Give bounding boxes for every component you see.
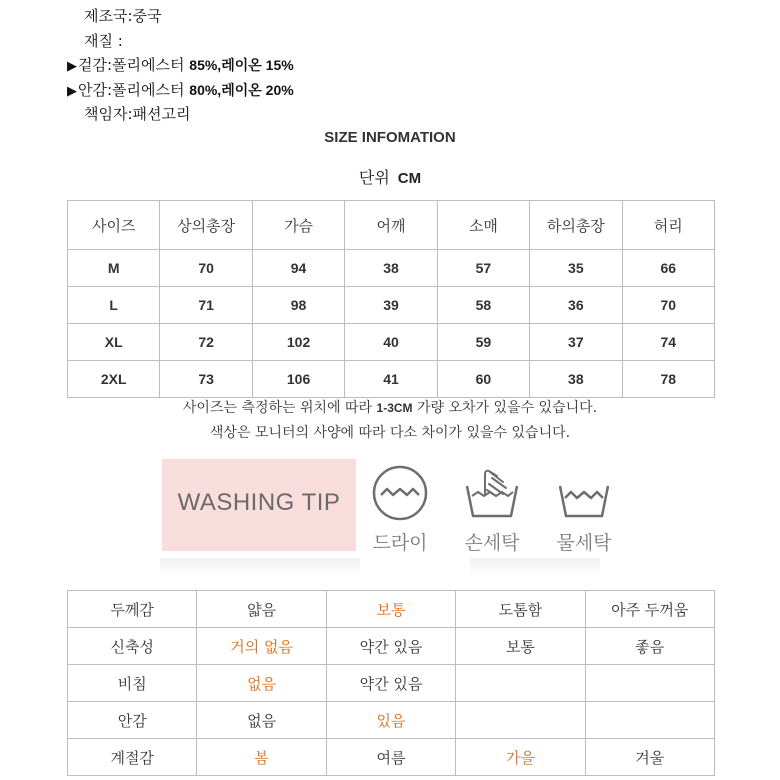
header-cell: 가슴 xyxy=(252,201,344,250)
inner-fabric-value: 80%,레이온 20% xyxy=(189,82,294,98)
unit-value: CM xyxy=(397,170,422,187)
table-cell: XL xyxy=(68,324,160,361)
wash-item-hand xyxy=(452,464,532,555)
table-cell: 71 xyxy=(160,287,252,324)
table-cell: 74 xyxy=(622,324,714,361)
attribute-option-empty xyxy=(456,665,585,702)
table-row xyxy=(68,591,715,628)
note-number: 1-3CM xyxy=(376,401,413,415)
table-cell: 39 xyxy=(345,287,437,324)
outer-fabric-line xyxy=(67,55,294,77)
size-table-header xyxy=(68,201,715,250)
attribute-name: 두께감 xyxy=(68,591,197,628)
responsible-text: 책임자:패션고리 xyxy=(84,105,191,123)
table-row xyxy=(68,702,715,739)
table-row xyxy=(68,324,715,361)
table-cell: 94 xyxy=(252,250,344,287)
wash-item-label: 드라이 xyxy=(372,532,428,554)
table-cell: 58 xyxy=(437,287,529,324)
water-wash-icon xyxy=(555,464,613,522)
table-cell: 2XL xyxy=(68,361,160,398)
washing-tip-title: WASHING TIP xyxy=(177,489,341,516)
unit-label: 단위 xyxy=(358,168,390,187)
attribute-option-selected: 봄 xyxy=(197,739,326,776)
table-cell: 70 xyxy=(622,287,714,324)
header-cell: 상의총장 xyxy=(160,201,252,250)
table-cell: 78 xyxy=(622,361,714,398)
table-row xyxy=(68,250,715,287)
wash-item-dry xyxy=(360,464,440,555)
table-cell: 70 xyxy=(160,250,252,287)
attribute-option-selected: 거의 없음 xyxy=(197,628,326,665)
table-cell: 98 xyxy=(252,287,344,324)
color-note: 색상은 모니터의 사양에 따라 다소 차이가 있을수 있습니다. xyxy=(209,425,571,441)
attribute-option: 약간 있음 xyxy=(326,665,455,702)
table-cell: 37 xyxy=(530,324,622,361)
attribute-option: 보통 xyxy=(456,628,585,665)
size-section-title: SIZE INFOMATION xyxy=(324,129,456,146)
table-cell: L xyxy=(68,287,160,324)
note-text: 가량 오차가 있을수 있습니다. xyxy=(417,400,598,416)
table-cell: 38 xyxy=(345,250,437,287)
table-row xyxy=(68,287,715,324)
attribute-option: 여름 xyxy=(326,739,455,776)
table-cell: 66 xyxy=(622,250,714,287)
table-cell: M xyxy=(68,250,160,287)
size-error-note xyxy=(0,397,780,417)
reflection-shadow xyxy=(160,558,360,578)
header-cell: 어깨 xyxy=(345,201,437,250)
attribute-option: 약간 있음 xyxy=(326,628,455,665)
table-cell: 41 xyxy=(345,361,437,398)
attribute-name: 안감 xyxy=(68,702,197,739)
attribute-option: 겨울 xyxy=(585,739,714,776)
header-cell: 허리 xyxy=(622,201,714,250)
washing-tip-banner xyxy=(162,459,356,551)
attribute-option-empty xyxy=(585,702,714,739)
table-cell: 106 xyxy=(252,361,344,398)
table-row xyxy=(68,361,715,398)
header-cell: 소매 xyxy=(437,201,529,250)
table-row xyxy=(68,665,715,702)
table-cell: 59 xyxy=(437,324,529,361)
wash-item-water xyxy=(544,464,624,555)
note-text: 사이즈는 측정하는 위치에 따라 xyxy=(182,400,373,416)
table-cell: 40 xyxy=(345,324,437,361)
inner-fabric-label: 안감:폴리에스터 xyxy=(78,81,185,99)
attribute-option: 좋음 xyxy=(585,628,714,665)
attribute-name: 신축성 xyxy=(68,628,197,665)
attribute-name: 계절감 xyxy=(68,739,197,776)
arrow-bullet-icon: ▶ xyxy=(67,59,77,74)
reflection-shadow xyxy=(470,558,600,578)
hand-wash-icon xyxy=(463,464,521,522)
attribute-option-empty xyxy=(585,665,714,702)
wash-item-label: 손세탁 xyxy=(464,532,520,554)
outer-fabric-value: 85%,레이온 15% xyxy=(189,57,294,73)
header-cell: 하의총장 xyxy=(530,201,622,250)
table-cell: 60 xyxy=(437,361,529,398)
attribute-option: 얇음 xyxy=(197,591,326,628)
material-label: 재질 : xyxy=(84,32,123,50)
dry-clean-icon xyxy=(371,464,429,522)
attribute-option: 도톰함 xyxy=(456,591,585,628)
table-cell: 38 xyxy=(530,361,622,398)
table-cell: 35 xyxy=(530,250,622,287)
arrow-bullet-icon: ▶ xyxy=(67,84,77,99)
fabric-attributes-table xyxy=(67,590,715,776)
attribute-name: 비침 xyxy=(68,665,197,702)
outer-fabric-label: 겉감:폴리에스터 xyxy=(78,56,185,74)
header-cell: 사이즈 xyxy=(68,201,160,250)
attribute-option: 아주 두꺼움 xyxy=(585,591,714,628)
attribute-option-selected: 가을 xyxy=(456,739,585,776)
table-row xyxy=(68,739,715,776)
table-row xyxy=(68,628,715,665)
attribute-option-selected: 있음 xyxy=(326,702,455,739)
table-cell: 57 xyxy=(437,250,529,287)
table-cell: 36 xyxy=(530,287,622,324)
size-table xyxy=(67,200,715,398)
table-cell: 102 xyxy=(252,324,344,361)
table-cell: 73 xyxy=(160,361,252,398)
origin-text: 제조국:중국 xyxy=(84,7,162,25)
unit-line xyxy=(0,165,780,188)
attribute-option: 없음 xyxy=(197,702,326,739)
wash-item-label: 물세탁 xyxy=(556,532,612,554)
attribute-option-selected: 없음 xyxy=(197,665,326,702)
table-cell: 72 xyxy=(160,324,252,361)
inner-fabric-line xyxy=(67,80,294,102)
attribute-option-empty xyxy=(456,702,585,739)
attribute-option-selected: 보통 xyxy=(326,591,455,628)
